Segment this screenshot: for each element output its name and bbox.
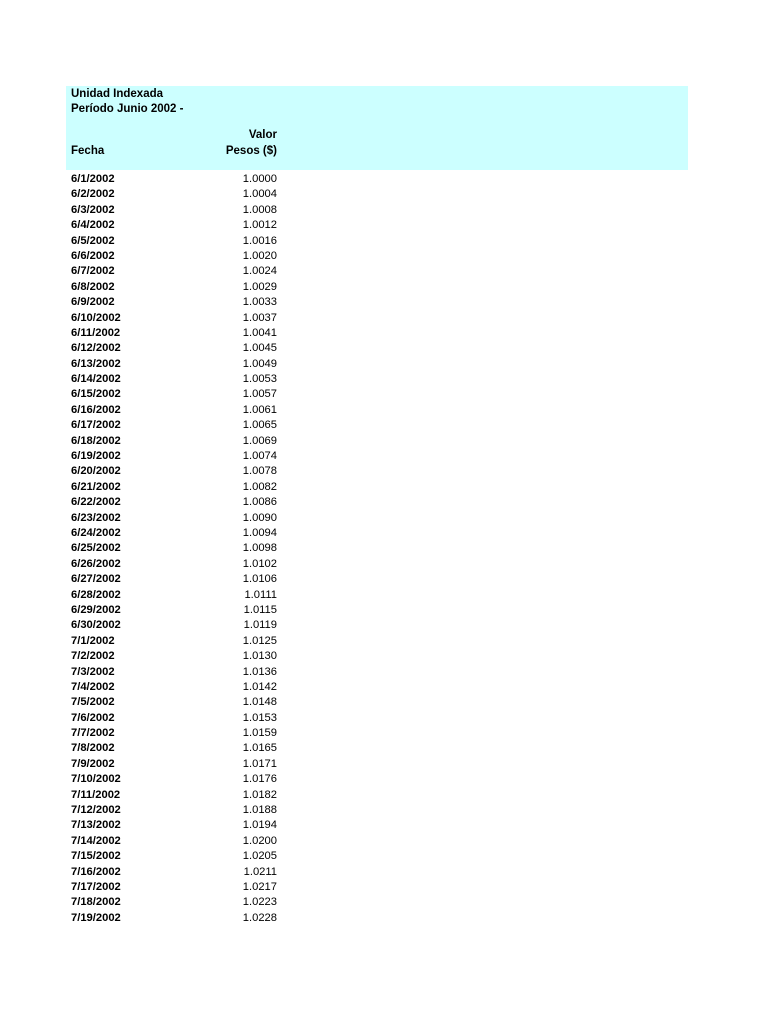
- date-cell: 7/10/2002: [71, 773, 121, 786]
- value-cell: 1.0061: [242, 403, 277, 416]
- date-cell: 7/7/2002: [71, 727, 115, 740]
- value-cell: 1.0200: [242, 834, 277, 847]
- value-cell: 1.0176: [242, 773, 277, 786]
- table-row: [66, 818, 688, 833]
- date-cell: 6/26/2002: [71, 557, 121, 570]
- date-cell: 7/5/2002: [71, 696, 115, 709]
- table-row: [66, 264, 688, 279]
- date-cell: 6/9/2002: [71, 296, 115, 309]
- date-cell: 7/9/2002: [71, 757, 115, 770]
- date-cell: 7/14/2002: [71, 834, 121, 847]
- value-cell: 1.0217: [242, 880, 277, 893]
- value-cell: 1.0119: [243, 619, 277, 632]
- value-cell: 1.0094: [242, 526, 277, 539]
- value-cell: 1.0165: [242, 742, 277, 755]
- date-cell: 6/30/2002: [71, 619, 121, 632]
- table-row: [66, 865, 688, 880]
- date-cell: 7/16/2002: [71, 865, 121, 878]
- date-cell: 6/1/2002: [71, 173, 115, 185]
- value-cell: 1.0142: [242, 680, 277, 693]
- value-cell: 1.0029: [242, 280, 277, 293]
- date-cell: 6/12/2002: [71, 342, 121, 355]
- table-row: [66, 495, 688, 510]
- table-row: [66, 726, 688, 741]
- date-cell: 7/3/2002: [71, 665, 115, 678]
- value-cell: 1.0130: [242, 650, 277, 663]
- value-cell: 1.0228: [242, 911, 277, 924]
- table-row: [66, 372, 688, 387]
- date-cell: 6/17/2002: [71, 419, 121, 432]
- page-title: Unidad Indexada: [71, 88, 164, 100]
- date-cell: 6/15/2002: [71, 388, 121, 401]
- table-row: [66, 203, 688, 218]
- table-row: [66, 357, 688, 372]
- table-row: [66, 649, 688, 664]
- date-cell: 6/8/2002: [71, 280, 115, 293]
- value-cell: 1.0223: [242, 896, 277, 909]
- table-row: [66, 772, 688, 787]
- date-cell: 7/18/2002: [71, 896, 121, 909]
- date-cell: 7/1/2002: [71, 634, 115, 647]
- date-cell: 6/27/2002: [71, 573, 121, 586]
- table-row: [66, 449, 688, 464]
- value-cell: 1.0098: [242, 542, 277, 555]
- date-cell: 7/13/2002: [71, 819, 121, 832]
- header-band: [66, 86, 688, 170]
- value-cell: 1.0188: [242, 804, 277, 817]
- value-cell: 1.0090: [242, 511, 277, 524]
- date-cell: 7/12/2002: [71, 804, 121, 817]
- value-cell: 1.0020: [242, 249, 277, 262]
- value-cell: 1.0125: [242, 634, 277, 647]
- table-row: [66, 695, 688, 710]
- value-cell: 1.0182: [242, 788, 277, 801]
- value-cell: 1.0033: [242, 296, 277, 309]
- value-cell: 1.0136: [242, 665, 277, 678]
- table-row: [66, 249, 688, 264]
- date-cell: 6/25/2002: [71, 542, 121, 555]
- value-cell: 1.0004: [242, 188, 277, 201]
- date-cell: 6/3/2002: [71, 203, 115, 216]
- table-row: [66, 849, 688, 864]
- date-cell: 6/23/2002: [71, 511, 121, 524]
- date-cell: 6/6/2002: [71, 249, 115, 262]
- table-row: [66, 911, 688, 926]
- date-cell: 7/2/2002: [71, 650, 115, 663]
- value-cell: 1.0000: [242, 173, 277, 185]
- table-row: [66, 711, 688, 726]
- date-cell: 7/19/2002: [71, 911, 121, 924]
- table-row: [66, 618, 688, 633]
- table-row: [66, 434, 688, 449]
- value-cell: 1.0074: [242, 450, 277, 463]
- date-cell: 6/4/2002: [71, 219, 115, 232]
- value-cell: 1.0078: [242, 465, 277, 478]
- date-cell: 6/24/2002: [71, 526, 121, 539]
- value-cell: 1.0086: [242, 496, 277, 509]
- value-cell: 1.0205: [242, 850, 277, 863]
- table-row: [66, 526, 688, 541]
- value-cell: 1.0159: [242, 727, 277, 740]
- table-row: [66, 187, 688, 202]
- date-cell: 7/11/2002: [71, 788, 121, 801]
- table-row: [66, 541, 688, 556]
- date-cell: 7/15/2002: [71, 850, 121, 863]
- table-row: [66, 280, 688, 295]
- period-subtitle: Período Junio 2002 -: [71, 103, 184, 115]
- date-cell: 6/16/2002: [71, 403, 121, 416]
- table-row: [66, 803, 688, 818]
- value-cell: 1.0012: [242, 219, 277, 232]
- value-cell: 1.0057: [242, 388, 277, 401]
- value-cell: 1.0082: [242, 480, 277, 493]
- date-cell: 6/2/2002: [71, 188, 115, 201]
- value-cell: 1.0041: [242, 326, 277, 339]
- date-cell: 7/8/2002: [71, 742, 115, 755]
- date-cell: 6/28/2002: [71, 588, 121, 601]
- date-cell: 7/17/2002: [71, 880, 121, 893]
- table-row: [66, 511, 688, 526]
- date-cell: 6/18/2002: [71, 434, 121, 447]
- value-cell: 1.0211: [243, 865, 277, 878]
- value-cell: 1.0115: [243, 603, 277, 616]
- date-cell: 6/20/2002: [71, 465, 121, 478]
- data-rows: [66, 172, 688, 926]
- date-cell: 6/21/2002: [71, 480, 121, 493]
- date-cell: 6/11/2002: [71, 326, 121, 339]
- date-cell: 7/4/2002: [71, 680, 115, 693]
- table-row: [66, 234, 688, 249]
- table-row: [66, 603, 688, 618]
- table-row: [66, 680, 688, 695]
- value-cell: 1.0106: [242, 573, 277, 586]
- column-header-value-line1: Valor: [248, 129, 277, 141]
- value-cell: 1.0008: [242, 203, 277, 216]
- value-cell: 1.0053: [242, 373, 277, 386]
- table-row: [66, 418, 688, 433]
- date-cell: 6/29/2002: [71, 603, 121, 616]
- value-cell: 1.0111: [244, 588, 277, 601]
- table-row: [66, 326, 688, 341]
- value-cell: 1.0065: [242, 419, 277, 432]
- column-header-value-line2: Pesos ($): [225, 145, 277, 157]
- table-row: [66, 295, 688, 310]
- date-cell: 6/14/2002: [71, 373, 121, 386]
- value-cell: 1.0194: [242, 819, 277, 832]
- value-cell: 1.0069: [242, 434, 277, 447]
- value-cell: 1.0153: [242, 711, 277, 724]
- date-cell: 6/7/2002: [71, 265, 115, 278]
- date-cell: 7/6/2002: [71, 711, 115, 724]
- table-row: [66, 480, 688, 495]
- table-row: [66, 218, 688, 233]
- date-cell: 6/5/2002: [71, 234, 115, 247]
- table-row: [66, 588, 688, 603]
- date-cell: 6/10/2002: [71, 311, 121, 324]
- date-cell: 6/13/2002: [71, 357, 121, 370]
- table-row: [66, 895, 688, 910]
- value-cell: 1.0016: [242, 234, 277, 247]
- table-row: [66, 741, 688, 756]
- table-row: [66, 757, 688, 772]
- table-row: [66, 665, 688, 680]
- table-row: [66, 311, 688, 326]
- table-row: [66, 464, 688, 479]
- table-row: [66, 572, 688, 587]
- table-row: [66, 341, 688, 356]
- spreadsheet: [66, 86, 688, 924]
- table-row: [66, 557, 688, 572]
- date-cell: 6/22/2002: [71, 496, 121, 509]
- table-row: [66, 834, 688, 849]
- table-row: [66, 880, 688, 895]
- value-cell: 1.0037: [242, 311, 277, 324]
- table-row: [66, 403, 688, 418]
- column-header-date: Fecha: [71, 145, 105, 157]
- date-cell: 6/19/2002: [71, 450, 121, 463]
- value-cell: 1.0024: [242, 265, 277, 278]
- table-row: [66, 788, 688, 803]
- value-cell: 1.0102: [242, 557, 277, 570]
- value-cell: 1.0049: [242, 357, 277, 370]
- value-cell: 1.0171: [242, 757, 277, 770]
- table-row: [66, 634, 688, 649]
- table-row: [66, 172, 688, 187]
- table-row: [66, 387, 688, 402]
- value-cell: 1.0148: [242, 696, 277, 709]
- value-cell: 1.0045: [242, 342, 277, 355]
